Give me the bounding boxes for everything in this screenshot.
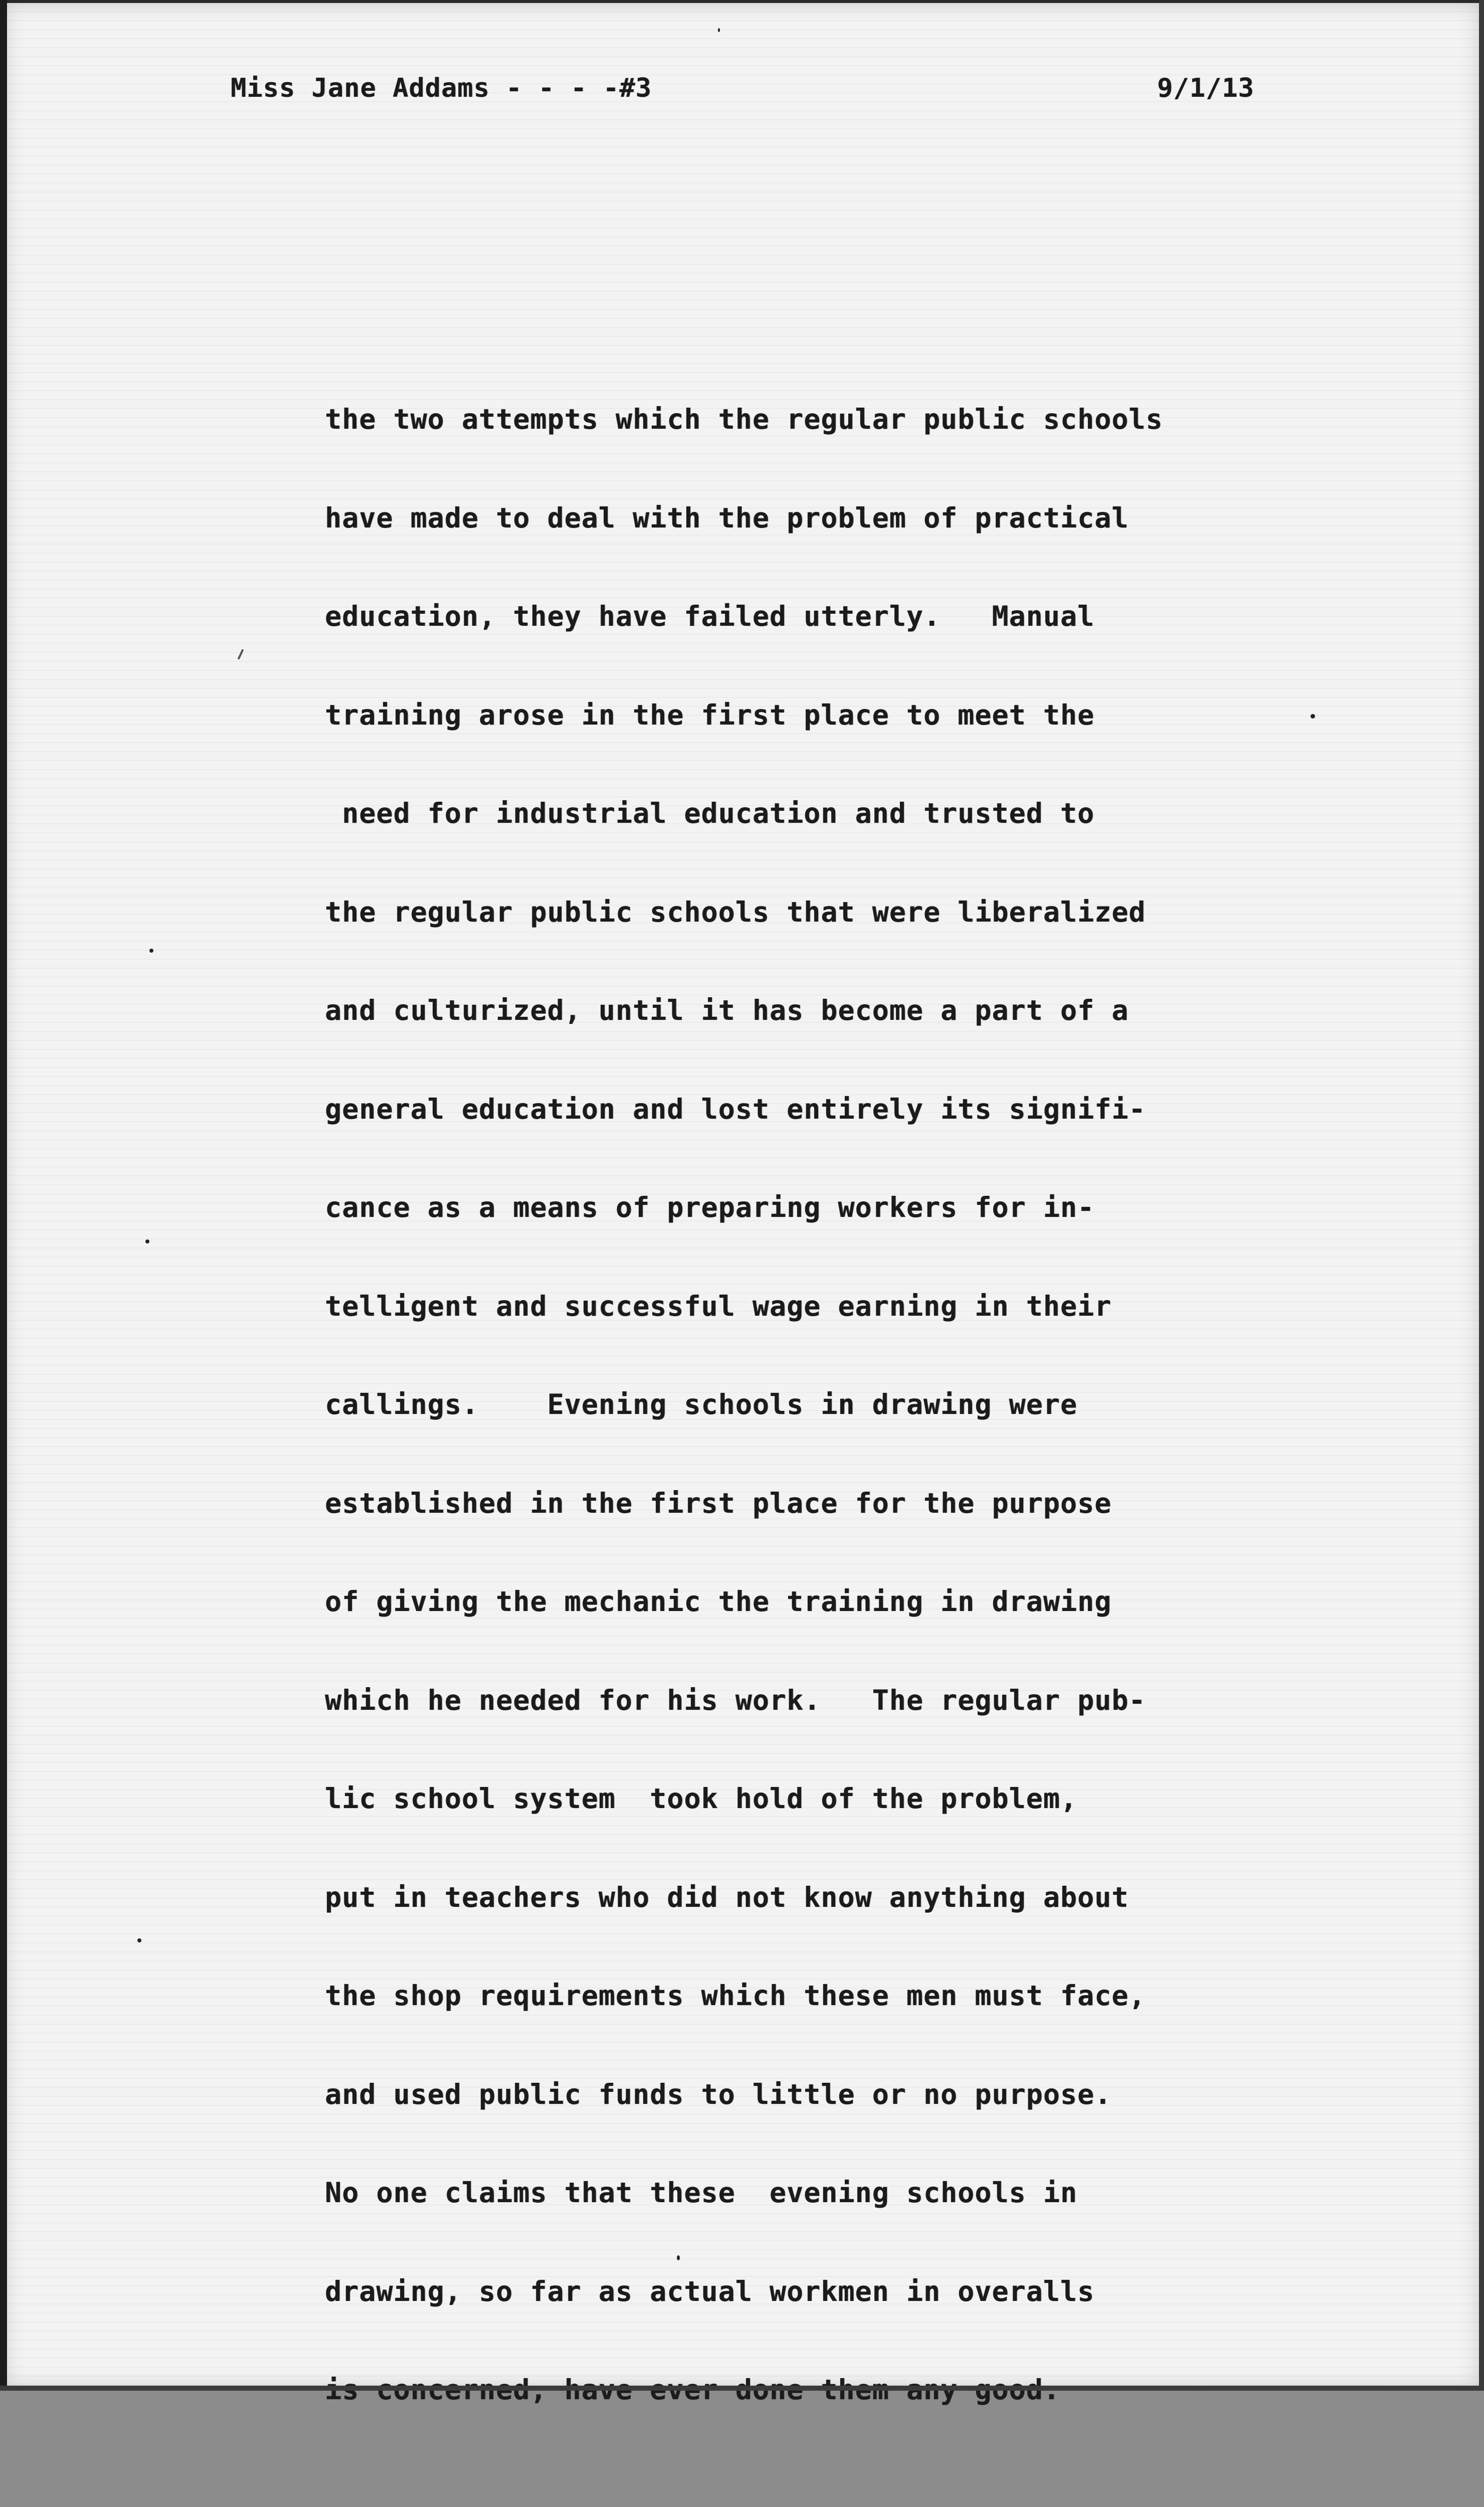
text-line: lic school system took hold of the problem, bbox=[325, 1782, 1077, 1815]
header-recipient: Miss Jane Addams - - - -#3 bbox=[231, 73, 652, 103]
scan-speck bbox=[238, 649, 244, 660]
text-line: established in the first place for the purpose bbox=[325, 1487, 1112, 1519]
text-line: training arose in the first place to meet the bbox=[325, 698, 1095, 731]
text-line: telligent and successful wage earning in their bbox=[325, 1290, 1112, 1322]
letter-body bbox=[325, 272, 1328, 2507]
text-line: which he needed for his work. The regular pub- bbox=[325, 1684, 1146, 1716]
text-line: put in teachers who did not know anything about bbox=[325, 1881, 1129, 1913]
scan-speck bbox=[718, 28, 720, 32]
header-date: 9/1/13 bbox=[1157, 73, 1254, 103]
scan-speck bbox=[1311, 714, 1315, 719]
text-line: have made to deal with the problem of practical bbox=[325, 501, 1129, 534]
text-line: of giving the mechanic the training in drawing bbox=[325, 1585, 1112, 1618]
text-line: callings. Evening schools in drawing were bbox=[325, 1388, 1077, 1420]
scan-speck bbox=[145, 1239, 149, 1243]
scan-speck bbox=[149, 949, 153, 953]
text-line: No one claims that these evening schools in bbox=[325, 2177, 1077, 2209]
scan-edge-right bbox=[1479, 0, 1484, 2391]
text-line: cance as a means of preparing workers for in- bbox=[325, 1191, 1095, 1223]
scan-speck bbox=[677, 2255, 680, 2260]
paragraph-1 bbox=[325, 337, 1328, 2472]
text-line: the shop requirements which these men must face, bbox=[325, 1980, 1146, 2012]
text-line: the regular public schools that were liberalized bbox=[325, 896, 1146, 928]
scan-edge-left bbox=[0, 0, 7, 2391]
text-line: need for industrial education and trusted to bbox=[325, 797, 1095, 829]
text-line: and used public funds to little or no purpose. bbox=[325, 2078, 1112, 2110]
text-line: general education and lost entirely its signifi- bbox=[325, 1093, 1146, 1125]
typewritten-page bbox=[4, 3, 1480, 2388]
text-line: education, they have failed utterly. Manual bbox=[325, 600, 1095, 632]
text-line: drawing, so far as actual workmen in overalls bbox=[325, 2275, 1095, 2307]
text-line: and culturized, until it has become a part of a bbox=[325, 994, 1129, 1026]
scan-speck bbox=[137, 1938, 141, 1942]
text-line: the two attempts which the regular public schools bbox=[325, 403, 1163, 435]
scan-edge-bottom bbox=[0, 2386, 1484, 2391]
